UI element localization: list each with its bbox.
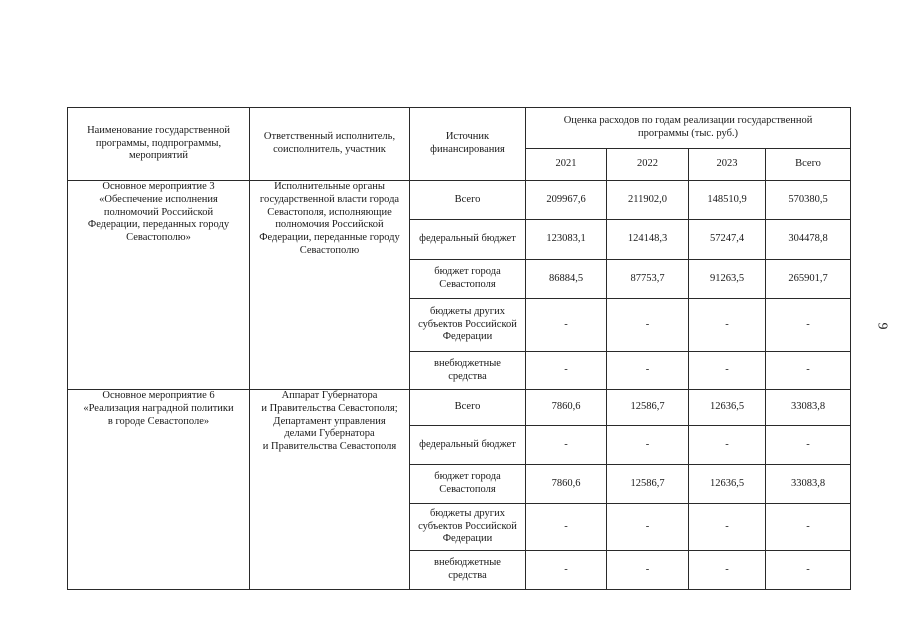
activity-name-line: Федерации, переданных городу bbox=[87, 219, 230, 231]
source-line: Севастополя bbox=[439, 279, 496, 290]
responsible-cell bbox=[250, 181, 410, 390]
value-2022-cell: 124148,3 bbox=[607, 220, 689, 260]
value-2023-cell: - bbox=[689, 551, 766, 590]
activity-name-line: Севастополю» bbox=[126, 232, 191, 244]
source-line: субъектов Российской bbox=[418, 520, 517, 532]
value-total-cell: - bbox=[766, 551, 851, 590]
responsible-line: Исполнительные органы bbox=[274, 181, 385, 192]
responsible-line: и Правительства Севастополя bbox=[262, 441, 397, 453]
value-2022-cell: 12586,7 bbox=[607, 390, 689, 426]
funding-source-cell bbox=[410, 352, 526, 390]
value-2021-cell: 86884,5 bbox=[526, 260, 607, 299]
value-2021-cell: 7860,6 bbox=[526, 465, 607, 504]
value-2023-cell: - bbox=[689, 504, 766, 551]
value-2023-cell: 12636,5 bbox=[689, 390, 766, 426]
value-total-cell: 33083,8 bbox=[766, 465, 851, 504]
source-line: федеральный бюджет bbox=[419, 233, 516, 245]
source-line: Федерации bbox=[442, 331, 493, 343]
responsible-line: Севастополю bbox=[299, 244, 360, 256]
responsible-line: делами Губернатора bbox=[284, 428, 375, 440]
header-estimate-cell bbox=[526, 108, 851, 149]
value-2022-cell: - bbox=[607, 426, 689, 465]
source-line: Севастополя bbox=[439, 484, 496, 495]
value-total-cell: 265901,7 bbox=[766, 260, 851, 299]
value-2022-cell: 211902,0 bbox=[607, 181, 689, 220]
value-2023-cell: 148510,9 bbox=[689, 181, 766, 220]
value-2022-cell: 12586,7 bbox=[607, 465, 689, 504]
header-text-line: программы (тыс. руб.) bbox=[637, 128, 739, 139]
value-2023-cell: - bbox=[689, 352, 766, 390]
value-total-cell: 33083,8 bbox=[766, 390, 851, 426]
source-line: федеральный бюджет bbox=[419, 438, 516, 450]
responsible-line: Севастополя, исполняющие bbox=[267, 206, 392, 218]
value-2022-cell: - bbox=[607, 504, 689, 551]
funding-source-cell bbox=[410, 390, 526, 426]
source-line: Всего bbox=[454, 401, 481, 413]
header-name-cell bbox=[68, 108, 250, 181]
value-2022-cell: - bbox=[607, 352, 689, 390]
source-line: бюджеты других bbox=[430, 305, 505, 317]
value-2023-cell: 57247,4 bbox=[689, 220, 766, 260]
value-total-cell: 570380,5 bbox=[766, 181, 851, 220]
value-2021-cell: - bbox=[526, 551, 607, 590]
funding-source-cell bbox=[410, 504, 526, 551]
table-row bbox=[68, 181, 851, 220]
funding-source-cell bbox=[410, 260, 526, 299]
source-line: бюджет города bbox=[434, 266, 501, 278]
value-2023-cell: - bbox=[689, 426, 766, 465]
activity-name-cell bbox=[68, 390, 250, 590]
responsible-cell bbox=[250, 390, 410, 590]
value-2022-cell: - bbox=[607, 551, 689, 590]
funding-source-cell bbox=[410, 465, 526, 504]
header-text-line: мероприятий bbox=[129, 150, 188, 162]
header-year-cell: 2023 bbox=[689, 149, 766, 181]
header-year-cell: 2021 bbox=[526, 149, 607, 181]
activity-name-line: Основное мероприятие 3 bbox=[102, 181, 215, 192]
responsible-line: полномочия Российской bbox=[275, 219, 384, 231]
header-text-line: программы, подпрограммы, bbox=[95, 137, 222, 149]
header-source-cell bbox=[410, 108, 526, 181]
funding-source-cell bbox=[410, 220, 526, 260]
source-line: внебюджетные bbox=[434, 557, 501, 569]
funding-source-cell bbox=[410, 551, 526, 590]
value-2021-cell: 209967,6 bbox=[526, 181, 607, 220]
source-line: внебюджетные bbox=[434, 357, 501, 369]
source-line: бюджет города bbox=[434, 471, 501, 483]
funding-source-cell bbox=[410, 181, 526, 220]
responsible-line: и Правительства Севастополя; bbox=[261, 402, 398, 414]
activity-name-line: полномочий Российской bbox=[103, 206, 214, 218]
value-2021-cell: 7860,6 bbox=[526, 390, 607, 426]
responsible-line: Департамент управления bbox=[273, 415, 386, 427]
activity-name-line: «Реализация наградной политики bbox=[83, 402, 234, 414]
activity-name-line: в городе Севастополе» bbox=[107, 415, 210, 427]
source-line: Федерации bbox=[442, 533, 493, 545]
value-total-cell: - bbox=[766, 504, 851, 551]
header-total-cell: Всего bbox=[766, 149, 851, 181]
value-2023-cell: 12636,5 bbox=[689, 465, 766, 504]
header-text-line: финансирования bbox=[430, 144, 505, 155]
value-total-cell: 304478,8 bbox=[766, 220, 851, 260]
header-row-top bbox=[68, 108, 851, 149]
value-2023-cell: 91263,5 bbox=[689, 260, 766, 299]
source-line: средства bbox=[448, 570, 487, 581]
value-total-cell: - bbox=[766, 299, 851, 352]
header-text-line: Наименование государственной bbox=[87, 124, 230, 136]
value-2022-cell: 87753,7 bbox=[607, 260, 689, 299]
responsible-line: Федерации, переданные городу bbox=[259, 232, 400, 244]
value-2023-cell: - bbox=[689, 299, 766, 352]
header-responsible-cell bbox=[250, 108, 410, 181]
value-2021-cell: - bbox=[526, 426, 607, 465]
responsible-line: государственной власти города bbox=[259, 193, 400, 205]
value-2021-cell: 123083,1 bbox=[526, 220, 607, 260]
source-line: бюджеты других bbox=[430, 507, 505, 519]
source-line: субъектов Российской bbox=[418, 318, 517, 330]
budget-table bbox=[67, 107, 851, 590]
activity-name-line: «Обеспечение исполнения bbox=[99, 193, 218, 205]
header-text-line: соисполнитель, участник bbox=[273, 144, 386, 155]
value-2021-cell: - bbox=[526, 504, 607, 551]
value-2022-cell: - bbox=[607, 299, 689, 352]
source-line: средства bbox=[448, 370, 487, 382]
activity-name-cell bbox=[68, 181, 250, 390]
value-total-cell: - bbox=[766, 352, 851, 390]
value-2021-cell: - bbox=[526, 299, 607, 352]
header-year-cell: 2022 bbox=[607, 149, 689, 181]
table-row bbox=[68, 390, 851, 426]
value-total-cell: - bbox=[766, 426, 851, 465]
funding-source-cell bbox=[410, 299, 526, 352]
source-line: Всего bbox=[454, 193, 481, 205]
header-text-line: Ответственный исполнитель, bbox=[263, 131, 396, 143]
header-text-line: Оценка расходов по годам реализации государственной bbox=[563, 115, 813, 127]
funding-source-cell bbox=[410, 426, 526, 465]
page-number: 9 bbox=[874, 322, 890, 330]
header-text-line: Источник bbox=[445, 131, 490, 143]
activity-name-line: Основное мероприятие 6 bbox=[102, 390, 215, 401]
value-2021-cell: - bbox=[526, 352, 607, 390]
responsible-line: Аппарат Губернатора bbox=[281, 390, 378, 401]
